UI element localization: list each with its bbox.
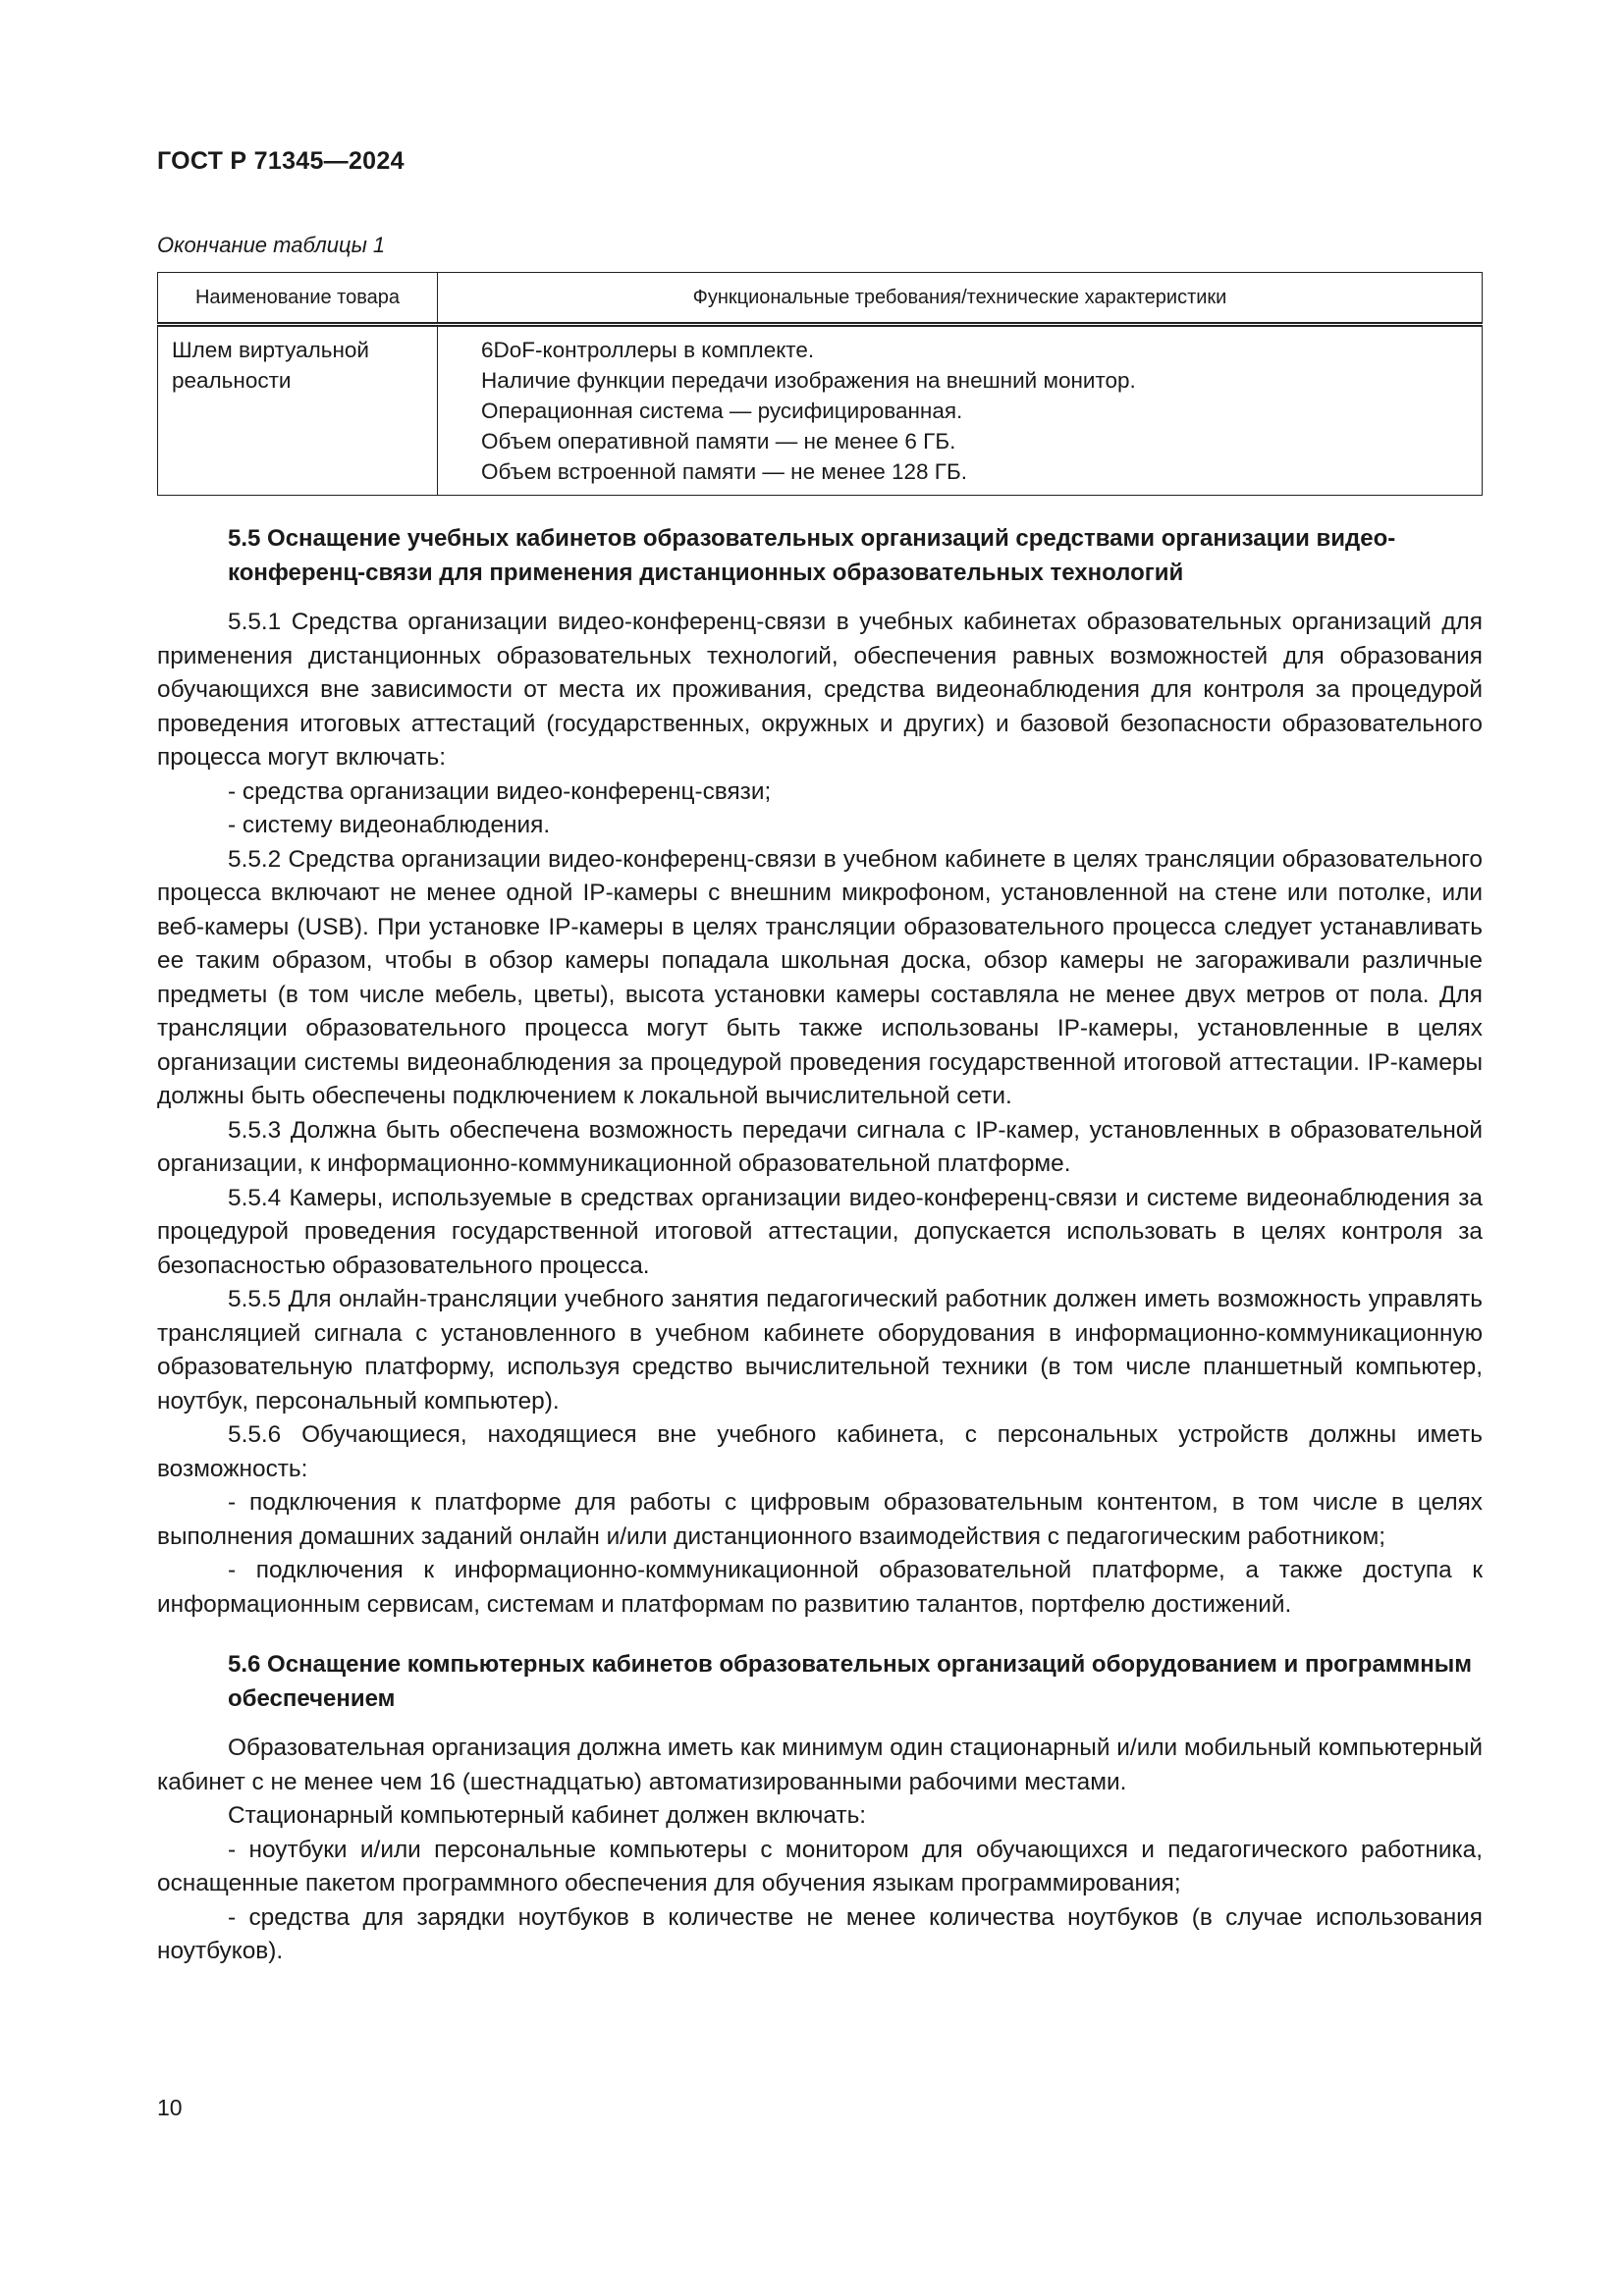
spec-line: Объем оперативной памяти — не менее 6 ГБ.: [481, 429, 956, 454]
table-caption: Окончание таблицы 1: [157, 233, 386, 257]
table-row: [158, 325, 1483, 496]
specs-table: [157, 272, 1483, 496]
spec-line: Операционная система — русифицированная.: [481, 399, 963, 423]
table-cell-product-name: Шлем виртуальной реальности: [158, 325, 438, 496]
list-item: - систему видеонаблюдения.: [228, 812, 551, 838]
table-header-row: [158, 273, 1483, 325]
spec-line: Наличие функции передачи изображения на внешний монитор.: [481, 368, 1136, 393]
list-item: - средства для зарядки ноутбуков в количестве не менее количества ноутбуков (в случае использования ноутбуков).: [157, 1903, 1483, 1964]
paragraph: 5.5.2 Средства организации видео-конференц-связи в учебном кабинете в целях трансляции образовательного процесса включают не менее одной IP-камеры с внешним микрофоном, установленной на стене или потолке, или веб-камеры (USB). При установке IP-камеры в целях трансляции образовательного процесса следует устанавливать ее таким образом, чтобы в обзор камеры попадала школьная доска, обзор камеры не загораживали различные предметы (в том числе мебель, цветы), высота установки камеры составляла не менее двух метров от пола. Для трансляции образовательного процесса могут быть также использованы IP-камеры, установленные в целях организации системы видеонаблюдения за процедурой проведения государственной итоговой аттестации. IP-камеры должны быть обеспечены подключением к локальной вычислительной сети.: [157, 845, 1483, 1109]
table-header-product: Наименование товара: [158, 273, 438, 325]
list-item: - подключения к информационно-коммуникационной образовательной платформе, а также доступа к информационным сервисам, системам и платформам по развитию талантов, портфелю достижений.: [157, 1557, 1483, 1618]
page-number: 10: [157, 2095, 183, 2120]
spec-line: 6DoF-контроллеры в комплекте.: [481, 338, 815, 362]
section-heading: 5.5 Оснащение учебных кабинетов образовательных организаций средствами организации видео-конференц-связи для применения дистанционных образовательных технологий: [228, 525, 1396, 586]
list-item: - ноутбуки и/или персональные компьютеры с монитором для обучающихся и педагогического работника, оснащенные пакетом программного обеспечения для обучения языкам программирования;: [157, 1836, 1483, 1896]
list-item: - подключения к платформе для работы с цифровым образовательным контентом, в том числе в целях выполнения домашних заданий онлайн и/или дистанционного взаимодействия с педагогическим работником;: [157, 1489, 1483, 1550]
table-cell-specs: [438, 325, 1483, 496]
section-5-6: [157, 1647, 1483, 1969]
paragraph: 5.5.6 Обучающиеся, находящиеся вне учебного кабинета, с персональных устройств должны иметь возможность:: [157, 1421, 1483, 1482]
paragraph: Стационарный компьютерный кабинет должен включать:: [228, 1802, 867, 1829]
spec-line: Объем встроенной памяти — не менее 128 ГБ.: [481, 459, 968, 484]
document-code: ГОСТ Р 71345—2024: [157, 147, 405, 175]
paragraph: 5.5.3 Должна быть обеспечена возможность передачи сигнала с IP-камер, установленных в образовательной организации, к информационно-коммуникационной образовательной платформе.: [157, 1116, 1483, 1177]
paragraph: 5.5.4 Камеры, используемые в средствах организации видео-конференц-связи и системе видеонаблюдения за процедурой проведения государственной итоговой аттестации, допускается использовать в целях контроля за безопасностью образовательного процесса.: [157, 1184, 1483, 1279]
list-item: - средства организации видео-конференц-связи;: [228, 777, 772, 805]
paragraph: Образовательная организация должна иметь как минимум один стационарный и/или мобильный компьютерный кабинет с не менее чем 16 (шестнадцатью) автоматизированными рабочими местами.: [157, 1735, 1483, 1795]
paragraph: 5.5.1 Средства организации видео-конференц-связи в учебных кабинетах образовательных организаций для применения дистанционных образовательных технологий, обеспечения равных возможностей для образования обучающихся вне зависимости от места их проживания, средства видеонаблюдения для контроля за процедурой проведения итоговых аттестаций (государственных, окружных и других) и базовой безопасности образовательного процесса могут включать:: [157, 609, 1483, 771]
document-page: [157, 147, 1483, 1969]
table-header-requirements: Функциональные требования/технические характеристики: [438, 273, 1483, 325]
paragraph: 5.5.5 Для онлайн-трансляции учебного занятия педагогический работник должен иметь возможность управлять трансляцией сигнала с установленного в учебном кабинете оборудования в информационно-коммуникационную образовательную платформу, используя средство вычислительной техники (в том числе планшетный компьютер, ноутбук, персональный компьютер).: [157, 1286, 1483, 1415]
section-5-5: [157, 521, 1483, 1622]
section-heading: 5.6 Оснащение компьютерных кабинетов образовательных организаций оборудованием и программным обеспечением: [228, 1651, 1473, 1712]
